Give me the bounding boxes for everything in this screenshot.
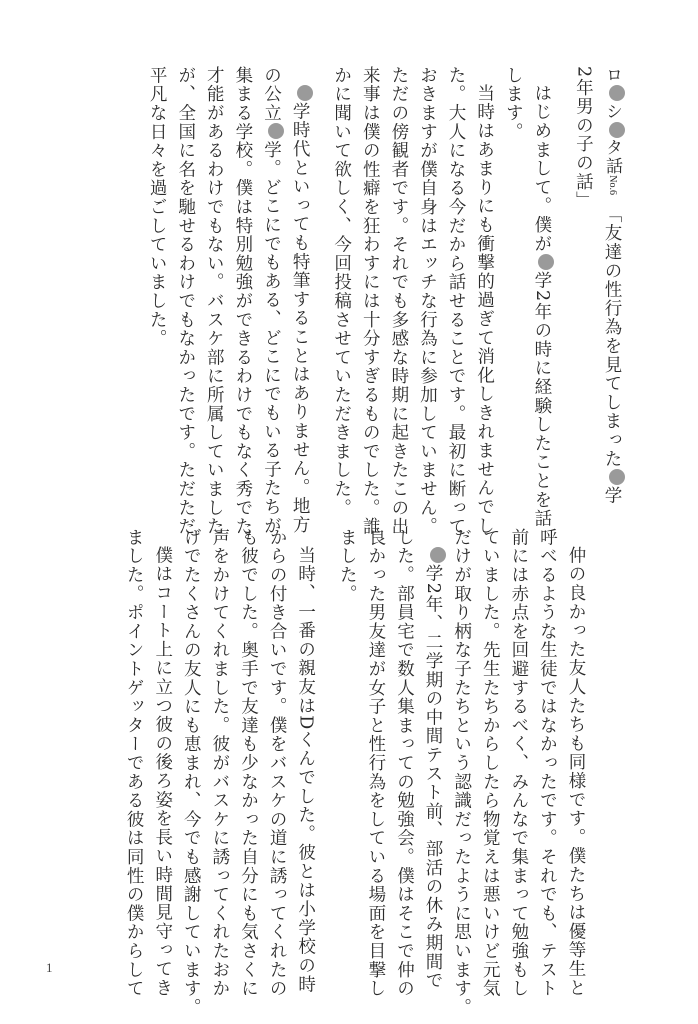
paragraph-line: ました。ポイントゲッターである彼は同性の僕からして	[124, 528, 145, 998]
paragraph-line: げでたくさんの友人にも恵まれ、今でも感謝しています。	[181, 528, 202, 1017]
paragraph-line: 学時代といっても特筆することはありません。地方	[285, 66, 314, 476]
series-number: No.6	[607, 175, 618, 195]
paragraph-line: かに聞いて欲しく、今回投稿させていただきました。	[331, 66, 352, 518]
paragraph-line: 声をかけてくれました。彼がバスケに誘ってくれたおか	[209, 528, 230, 998]
censor-dot-icon	[268, 123, 284, 139]
text-block-bottom	[120, 528, 591, 1017]
paragraph-line: はじめまして。僕が学2年の時に経験したことを話	[527, 66, 556, 476]
paragraph-line: 良かった男友達が女子と性行為をしている場面を目撃し	[365, 528, 386, 998]
paragraph-line: の公立学。どこにでもある、どこにでもいる子たちが	[257, 66, 286, 476]
censor-dot-icon	[609, 122, 625, 138]
paragraph-line: 集まる学校。僕は特別勉強ができるわけでもなく秀でた	[232, 66, 253, 536]
censor-dot-icon	[297, 85, 313, 101]
paragraph-line: 才能があるわけでもない。バスケ部に所属していました	[204, 66, 225, 536]
paragraph-line: た。大人になる今だから話せることです。最初に断って	[446, 66, 467, 536]
paragraph-line: 当時はあまりにも衝撃的過ぎて消化しきれませんでし	[474, 83, 495, 535]
paragraph-line: ただの傍観者です。それでも多感な時期に起きたこの出	[388, 66, 409, 536]
headline-line-2: 2年男の子の話」	[573, 66, 594, 211]
headline-line-1b: 学	[602, 486, 622, 506]
paragraph-line: 来事は僕の性癖を狂わすには十分すぎるものでした。誰	[360, 66, 381, 536]
series-title: ロシタ話No.6 「友達の性行為を見てしまった学	[597, 66, 626, 476]
censor-dot-icon	[538, 254, 554, 270]
paragraph-line: します。	[503, 66, 524, 142]
paragraph-line: 平凡な日々を過ごしていました。	[147, 66, 168, 348]
paragraph-line: 仲の良かった友人たちも同様です。僕たちは優等生と	[566, 545, 586, 997]
page-number: 1	[46, 960, 53, 975]
paragraph-line: ていました。先生たちからしたら物覚えは悪いけど元気	[480, 528, 501, 998]
paragraph-line: 前には赤点を回避するべく、みんなで集まって勉強もし	[508, 528, 529, 998]
censor-dot-icon	[609, 469, 625, 485]
paragraph-line: からの付き合いです。僕をバスケの道に誘ってくれたの	[267, 528, 288, 998]
paragraph-line: 当時、一番の親友はDくんでした。彼とは小学校の時	[295, 545, 316, 994]
paragraph-line: 僕はコート上に立つ彼の後ろ姿を長い時間見守ってき	[152, 545, 173, 997]
paragraph-line: おきますが僕自身はエッチな行為に参加していません。	[417, 66, 438, 536]
paragraph-line: ました。	[337, 528, 358, 604]
paragraph-line: だけが取り柄な子たちという認識だったように思います。	[451, 528, 472, 1017]
paragraph-line: 学2年、二学期の中間テスト前、部活の休み期間で	[418, 528, 447, 943]
text-block-top	[143, 66, 627, 536]
censor-dot-icon	[609, 85, 625, 101]
paragraph-line: も彼でした。奥手で友達も少なかった自分にも気さくに	[238, 528, 259, 998]
paragraph-line: が、全国に名を馳せるわけでもなかったです。ただただ	[175, 66, 196, 536]
paragraph-line: 呼べるような生徒ではなかったです。それでも、テスト	[537, 528, 558, 998]
paragraph-line: した。部員宅で数人集まっての勉強会。僕はそこで仲の	[394, 528, 415, 998]
headline-line-1a: 「友達の性行為を見てしまった	[602, 213, 622, 469]
censor-dot-icon	[430, 547, 446, 563]
